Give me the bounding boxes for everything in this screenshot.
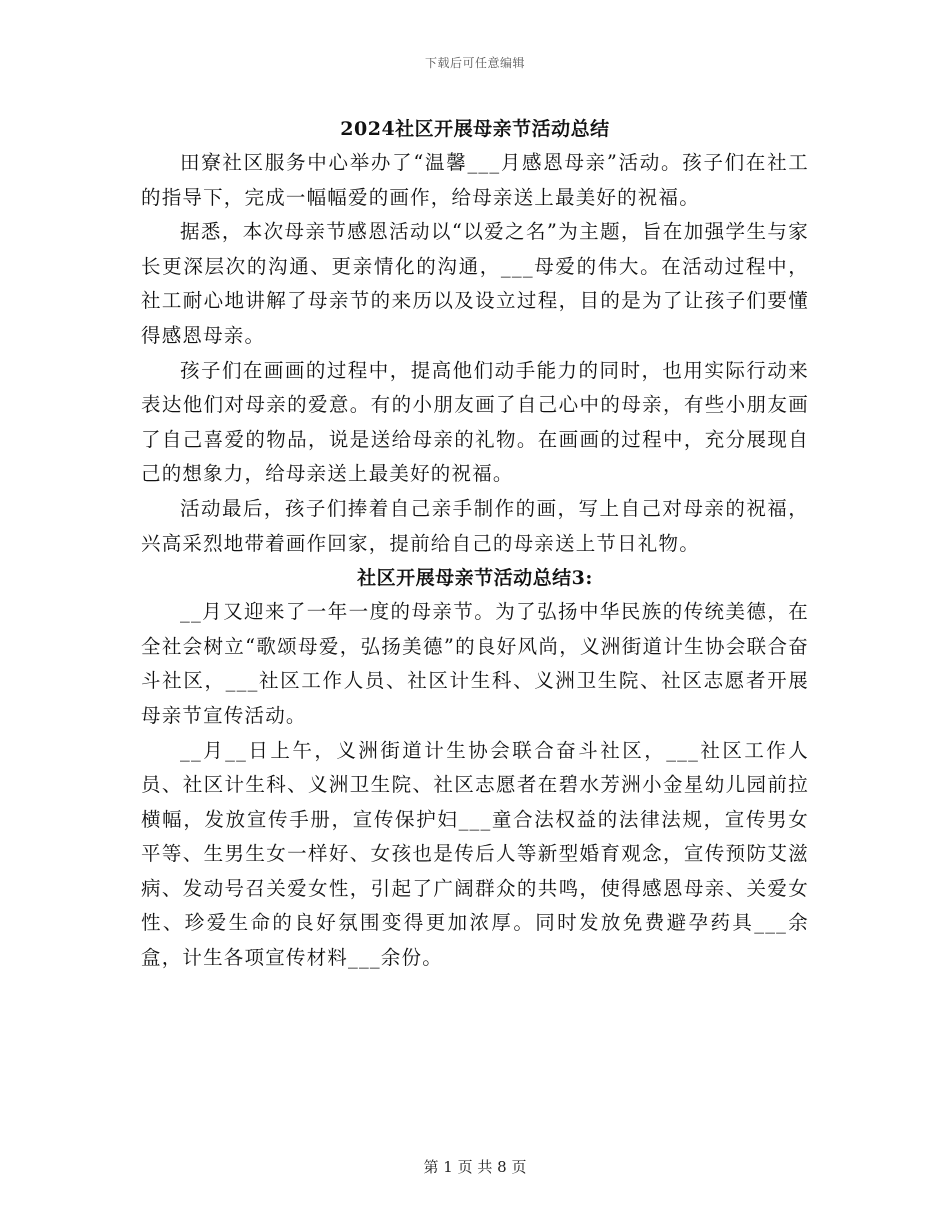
paragraph: 孩子们在画画的过程中，提高他们动手能力的同时，也用实际行动来表达他们对母亲的爱意。有的小朋友画了自己心中的母亲，有些小朋友画了自己喜爱的物品，说是送给母亲的礼物。在画画的过程中，充分展现自己的想象力，给母亲送上最美好的祝福。: [141, 358, 809, 486]
paragraph: __月__日上午，义洲街道计生协会联合奋斗社区，___社区工作人员、社区计生科、义洲卫生院、社区志愿者在碧水芳洲小金星幼儿园前拉横幅，发放宣传手册，宣传保护妇___童合法权益的法律法规，宣传男女平等、生男生女一样好、女孩也是传后人等新型婚育观念，宣传预防艾滋病、发动号召关爱女性，引起了广阔群众的共鸣，使得感恩母亲、关爱女性、珍爱生命的良好氛围变得更加浓厚。同时发放免费避孕药具___余盒，计生各项宣传材料___余份。: [141, 738, 809, 970]
paragraph: 据悉，本次母亲节感恩活动以“以爱之名”为主题，旨在加强学生与家长更深层次的沟通、更亲情化的沟通，___母爱的伟大。在活动过程中，社工耐心地讲解了母亲节的来历以及设立过程，目的是为了让孩子们要懂得感恩母亲。: [141, 220, 809, 347]
paragraph: 田寮社区服务中心举办了“温馨___月感恩母亲”活动。孩子们在社工的指导下，完成一幅幅爱的画作，给母亲送上最美好的祝福。: [141, 151, 809, 209]
page-number: 第 1 页 共 8 页: [423, 1158, 527, 1176]
paragraph: 活动最后，孩子们捧着自己亲手制作的画，写上自己对母亲的祝福，兴高采烈地带着画作回家，提前给自己的母亲送上节日礼物。: [141, 496, 809, 555]
section-heading: 社区开展母亲节活动总结3:: [357, 567, 593, 590]
document-body: [141, 112, 809, 976]
paragraph: __月又迎来了一年一度的母亲节。为了弘扬中华民族的传统美德，在全社会树立“歌颂母爱，弘扬美德”的良好风尚，义洲街道计生协会联合奋斗社区，___社区工作人员、社区计生科、义洲卫生院、社区志愿者开展母亲节宣传活动。: [141, 600, 809, 727]
header-note: 下载后可任意编辑: [424, 56, 525, 70]
document-title: 2024社区开展母亲节活动总结: [340, 118, 610, 140]
